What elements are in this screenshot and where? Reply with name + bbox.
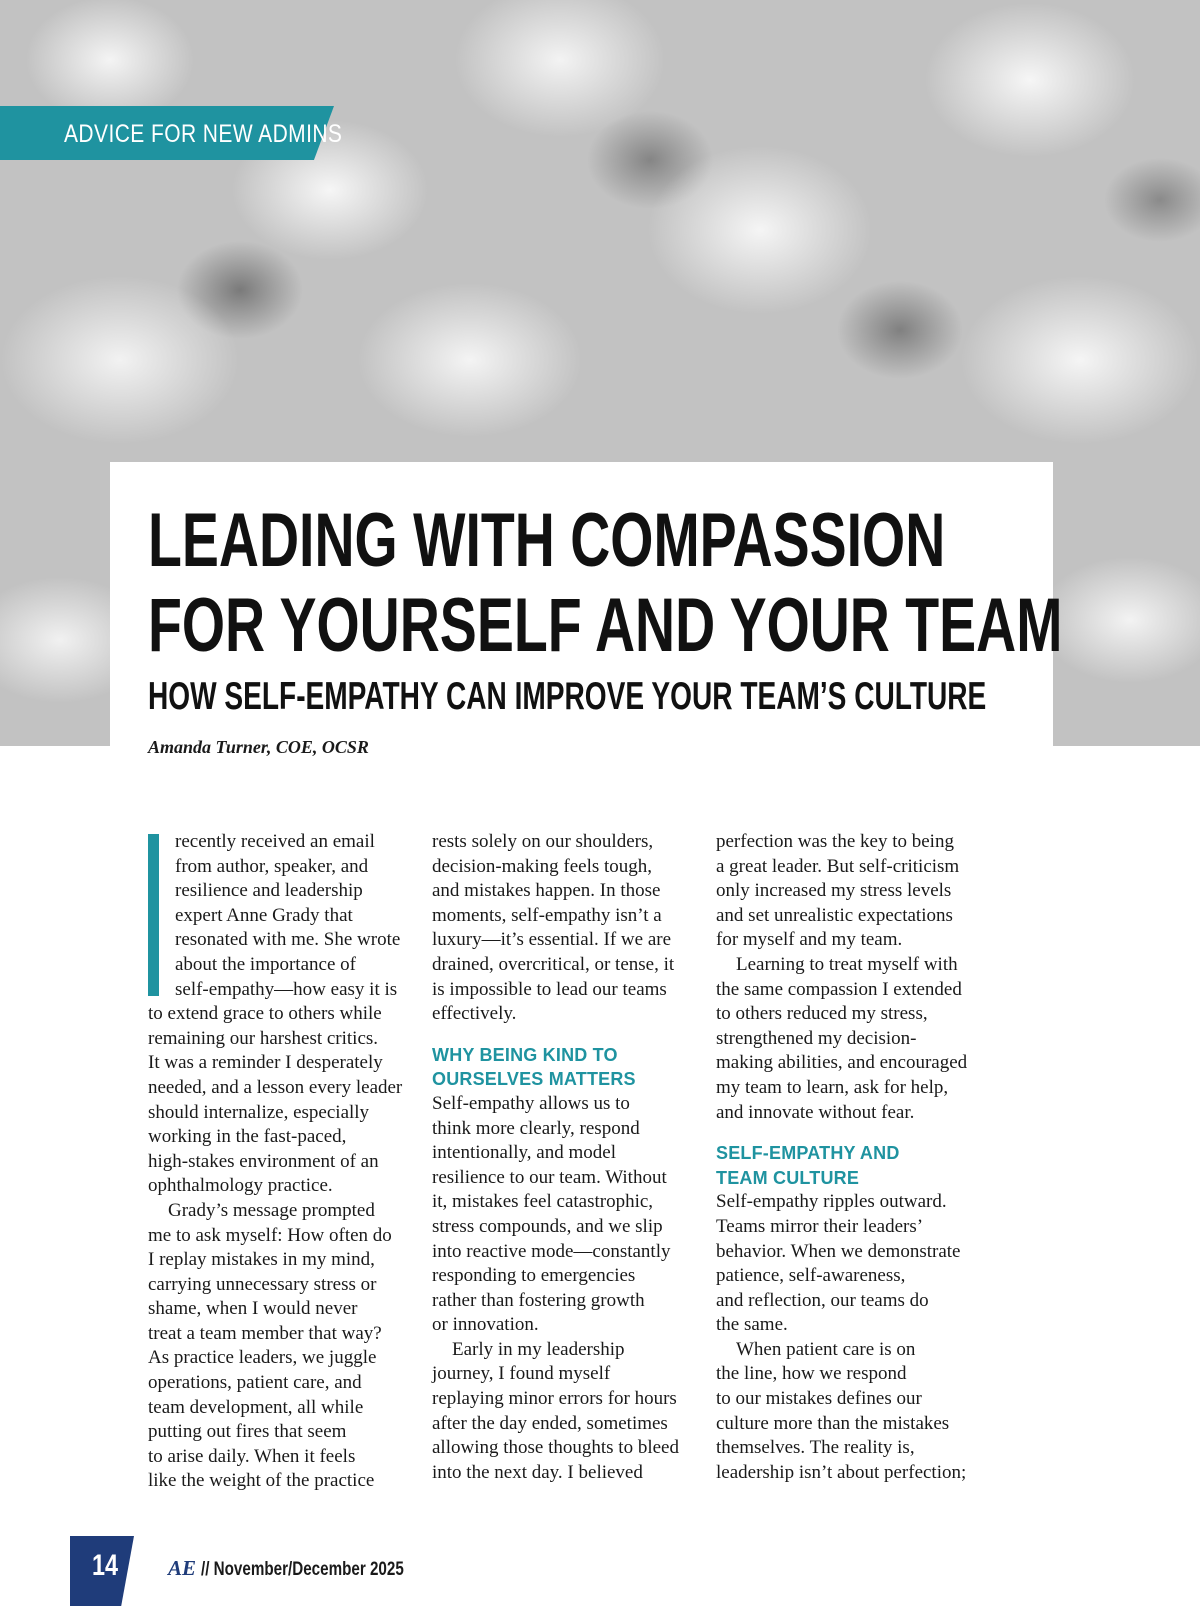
text-line: replaying minor errors for hours — [432, 1388, 677, 1410]
text-line: and mistakes happen. In those — [432, 880, 661, 902]
text-line: It was a reminder I desperately — [148, 1052, 383, 1074]
text-line: after the day ended, sometimes — [432, 1412, 668, 1434]
text-line: recently received an email — [175, 831, 375, 852]
text-line: drained, overcritical, or tense, it — [432, 953, 675, 975]
paragraph — [716, 830, 962, 953]
text-line: should internalize, especially — [148, 1101, 370, 1123]
text-line: into the next day. I believed — [432, 1461, 643, 1483]
text-line: As practice leaders, we juggle — [148, 1347, 377, 1369]
text-line: strengthened my decision- — [716, 1027, 917, 1049]
page-number: 14 — [92, 1549, 119, 1582]
footer-publication — [168, 1556, 455, 1582]
paragraph — [716, 953, 968, 1125]
text-line: me to ask myself: How often do — [148, 1224, 392, 1246]
column-2 — [432, 830, 678, 1485]
text-line: my team to learn, ask for help, — [716, 1076, 949, 1098]
text-line: When patient care is on — [736, 1338, 916, 1360]
lead-paragraph — [148, 830, 401, 1002]
text-line: and reflection, our teams do — [716, 1289, 929, 1311]
section-heading — [716, 1141, 962, 1190]
text-line: remaining our harshest critics. — [148, 1027, 379, 1049]
text-line: making abilities, and encouraged — [716, 1052, 968, 1074]
text-line: patience, self-awareness, — [716, 1265, 906, 1287]
text-line: into reactive mode—constantly — [432, 1240, 671, 1262]
text-line: to extend grace to others while — [148, 1003, 382, 1025]
text-line: moments, self-empathy isn’t a — [432, 904, 662, 926]
text-line: journey, I found myself — [432, 1363, 611, 1385]
text-line: the same. — [716, 1314, 788, 1336]
text-line: responding to emergencies — [432, 1265, 636, 1287]
issue-date: // November/December 2025 — [201, 1559, 405, 1580]
text-line: to our mistakes defines our — [716, 1388, 922, 1410]
text-line: stress compounds, and we slip — [432, 1215, 663, 1237]
text-line: expert Anne Grady that — [175, 904, 353, 926]
paragraph — [432, 830, 678, 1027]
text-line: Grady’s message prompted — [168, 1199, 375, 1221]
text-line: or innovation. — [432, 1314, 539, 1336]
article-title — [148, 498, 1063, 668]
text-line: it, mistakes feel catastrophic, — [432, 1191, 654, 1213]
text-line: needed, and a lesson every leader — [148, 1076, 403, 1098]
title-line-2: FOR YOURSELF AND YOUR TEAM — [148, 583, 1063, 668]
text-line: to others reduced my stress, — [716, 1003, 928, 1025]
text-line: shame, when I would never — [148, 1298, 358, 1320]
text-line: decision-making feels tough, — [432, 855, 653, 877]
text-line: Learning to treat myself with — [736, 953, 958, 975]
text-line: high-stakes environment of an — [148, 1150, 379, 1172]
text-line: culture more than the mistakes — [716, 1412, 950, 1434]
text-line: luxury—it’s essential. If we are — [432, 929, 672, 951]
text-line: putting out fires that seem — [148, 1421, 347, 1443]
text-line: ophthalmology practice. — [148, 1175, 333, 1197]
text-line: and set unrealistic expectations — [716, 904, 953, 926]
text-line: Teams mirror their leaders’ — [716, 1215, 924, 1237]
title-line-1: LEADING WITH COMPASSION — [148, 498, 946, 583]
paragraph — [716, 1338, 967, 1486]
text-line: the same compassion I extended — [716, 978, 962, 1000]
text-line: I replay mistakes in my mind, — [148, 1249, 375, 1271]
text-line: resonated with me. She wrote — [175, 929, 401, 951]
text-line: to arise daily. When it feels — [148, 1445, 356, 1467]
section-label: ADVICE FOR NEW ADMINS — [64, 120, 343, 148]
text-line: rests solely on our shoulders, — [432, 831, 654, 852]
text-line: allowing those thoughts to bleed — [432, 1437, 679, 1459]
heading-line: SELF-EMPATHY AND — [716, 1143, 900, 1164]
text-line: leadership isn’t about perfection; — [716, 1461, 967, 1483]
text-line: Self-empathy allows us to — [432, 1092, 630, 1114]
column-3 — [716, 830, 968, 1485]
text-line: effectively. — [432, 1003, 517, 1025]
text-line: is impossible to lead our teams — [432, 978, 667, 1000]
text-line: behavior. When we demonstrate — [716, 1240, 961, 1262]
article-subtitle: HOW SELF-EMPATHY CAN IMPROVE YOUR TEAM’S CULTURE — [148, 675, 987, 718]
text-line: the line, how we respond — [716, 1363, 907, 1385]
paragraph — [148, 1199, 394, 1494]
byline: Amanda Turner, COE, OCSR — [148, 737, 369, 757]
text-line: rather than fostering growth — [432, 1289, 645, 1311]
text-line: perfection was the key to being — [716, 831, 954, 852]
text-line: for myself and my team. — [716, 929, 903, 951]
text-line: only increased my stress levels — [716, 880, 952, 902]
text-line: themselves. The reality is, — [716, 1437, 915, 1459]
column-1 — [148, 830, 403, 1494]
heading-line: OURSELVES MATTERS — [432, 1069, 636, 1090]
text-line: a great leader. But self-criticism — [716, 855, 960, 877]
text-line: think more clearly, respond — [432, 1117, 640, 1139]
text-line: resilience and leadership — [175, 880, 363, 902]
text-line: self-empathy—how easy it is — [175, 978, 398, 1000]
text-line: working in the fast-paced, — [148, 1126, 347, 1148]
text-line: carrying unnecessary stress or — [148, 1273, 377, 1295]
section-heading — [432, 1043, 678, 1092]
heading-line: TEAM CULTURE — [716, 1167, 860, 1188]
text-line: intentionally, and model — [432, 1142, 616, 1164]
paragraph — [432, 1338, 678, 1486]
paragraph — [148, 1002, 403, 1199]
drop-cap-bar — [148, 834, 159, 996]
text-line: operations, patient care, and — [148, 1372, 362, 1394]
paragraph — [432, 1092, 678, 1338]
publication-logo: AE — [168, 1556, 197, 1580]
paragraph — [716, 1190, 962, 1338]
text-line: resilience to our team. Without — [432, 1166, 667, 1188]
text-line: like the weight of the practice — [148, 1470, 375, 1492]
text-line: from author, speaker, and — [175, 855, 369, 877]
text-line: team development, all while — [148, 1396, 364, 1418]
text-line: Self-empathy ripples outward. — [716, 1191, 947, 1213]
text-line: Early in my leadership — [452, 1338, 625, 1360]
text-line: treat a team member that way? — [148, 1322, 382, 1344]
text-line: about the importance of — [175, 953, 356, 975]
heading-line: WHY BEING KIND TO — [432, 1044, 618, 1065]
text-line: and innovate without fear. — [716, 1101, 915, 1123]
